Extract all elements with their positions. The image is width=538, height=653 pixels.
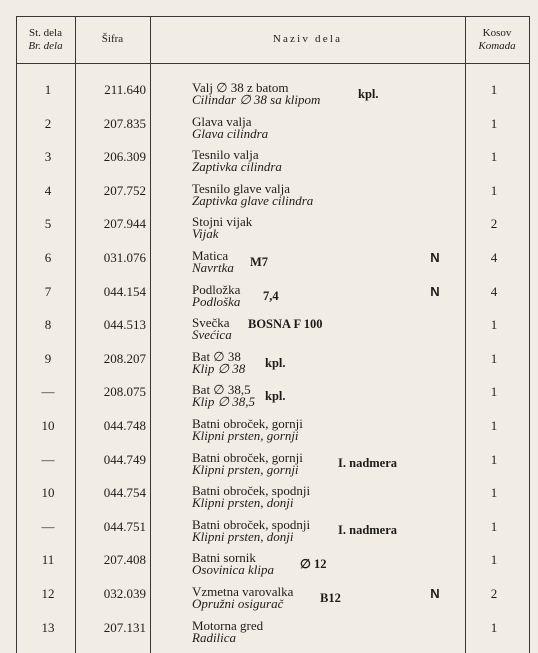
table-row bbox=[0, 113, 538, 147]
part-quantity: 1 bbox=[490, 384, 498, 400]
part-spec: kpl. bbox=[265, 355, 286, 370]
part-spec: 7,4 bbox=[263, 288, 279, 303]
part-name-serbocroatian: Klipni prsten, donji bbox=[192, 528, 294, 544]
table-row bbox=[0, 213, 538, 247]
part-number: — bbox=[41, 451, 55, 467]
part-name-slovene: Batni obroček, spodnji bbox=[192, 483, 311, 499]
part-code: 207.131 bbox=[103, 619, 146, 635]
part-quantity: 1 bbox=[490, 317, 498, 333]
part-number: 10 bbox=[41, 418, 55, 433]
part-name-slovene: Batni sornik bbox=[192, 550, 256, 566]
part-spec: I. nadmera bbox=[338, 455, 398, 470]
part-number: — bbox=[41, 518, 55, 534]
part-name bbox=[192, 485, 310, 509]
part-name bbox=[192, 384, 255, 408]
part-quantity: 1 bbox=[490, 451, 498, 467]
part-name-serbocroatian: Klip ∅ 38 bbox=[192, 360, 246, 376]
part-number: 11 bbox=[41, 552, 55, 568]
part-quantity: 1 bbox=[490, 182, 498, 198]
part-quantity: 1 bbox=[490, 149, 498, 165]
standard-part-mark: N bbox=[430, 283, 440, 299]
part-name bbox=[192, 250, 234, 274]
part-quantity: 1 bbox=[490, 350, 498, 366]
part-name-slovene: Bat ∅ 38 bbox=[192, 348, 241, 364]
header-bottom-rule bbox=[16, 63, 530, 64]
part-spec: I. nadmera bbox=[338, 522, 398, 537]
part-name-slovene: Batni obroček, gornji bbox=[192, 449, 303, 465]
part-name-serbocroatian: Navrtka bbox=[192, 260, 234, 275]
part-name-slovene: Svečka bbox=[192, 315, 230, 331]
part-name bbox=[192, 113, 269, 141]
part-name-serbocroatian: Klipni prsten, gornji bbox=[192, 461, 299, 477]
part-name-slovene: Matica bbox=[192, 248, 229, 263]
part-code: 208.207 bbox=[103, 350, 146, 366]
part-code: 208.075 bbox=[103, 384, 146, 400]
table-row bbox=[0, 348, 538, 382]
part-spec: M7 bbox=[250, 255, 269, 269]
part-number: — bbox=[41, 384, 55, 400]
part-name-serbocroatian: Cilindar ∅ 38 sa klipom bbox=[192, 92, 321, 107]
part-code: 044.748 bbox=[103, 418, 146, 433]
standard-part-mark: N bbox=[430, 586, 440, 601]
part-spec: ∅ 12 bbox=[300, 557, 327, 572]
header-part-number bbox=[16, 16, 75, 63]
part-number: 13 bbox=[41, 619, 55, 635]
part-number: 6 bbox=[44, 250, 52, 265]
part-name-slovene: Glava valja bbox=[192, 113, 252, 129]
header-name bbox=[150, 16, 465, 63]
table-row bbox=[0, 247, 538, 281]
table-row bbox=[0, 79, 538, 113]
part-name-slovene: Tesnilo valja bbox=[192, 147, 259, 163]
part-name bbox=[192, 617, 264, 645]
part-spec: BOSNA F 100 bbox=[248, 317, 323, 332]
table-row bbox=[0, 449, 538, 483]
table-row bbox=[0, 180, 538, 214]
part-code: 044.154 bbox=[103, 283, 146, 299]
header-quantity bbox=[465, 16, 529, 63]
part-name-serbocroatian: Opružni osigurač bbox=[192, 596, 284, 611]
part-name-slovene: Valj ∅ 38 z batom bbox=[192, 80, 289, 95]
part-code: 044.751 bbox=[103, 518, 146, 534]
part-quantity: 1 bbox=[490, 552, 498, 568]
part-code: 207.835 bbox=[103, 115, 146, 131]
table-row bbox=[0, 381, 538, 415]
header-part-number-label-alt: Br. dela bbox=[28, 39, 63, 52]
part-name bbox=[192, 180, 314, 208]
part-name-serbocroatian: Zaptivka cilindra bbox=[192, 159, 282, 175]
part-quantity: 1 bbox=[490, 485, 498, 501]
part-code: 044.754 bbox=[103, 485, 146, 501]
header-part-number-label: St. dela bbox=[29, 26, 62, 39]
part-name bbox=[192, 317, 232, 341]
part-number: 4 bbox=[44, 182, 52, 198]
part-number: 10 bbox=[41, 485, 55, 501]
table-row bbox=[0, 583, 538, 617]
part-name-serbocroatian: Podloška bbox=[192, 293, 241, 309]
part-number: 8 bbox=[44, 317, 52, 333]
part-name-slovene: Vzmetna varovalka bbox=[192, 584, 294, 599]
part-quantity: 2 bbox=[490, 216, 498, 232]
table-row bbox=[0, 549, 538, 583]
part-code: 206.309 bbox=[103, 149, 146, 165]
table-row bbox=[0, 314, 538, 348]
part-name bbox=[192, 418, 303, 442]
table-row bbox=[0, 415, 538, 449]
part-quantity: 2 bbox=[490, 586, 498, 601]
table-row bbox=[0, 146, 538, 180]
part-code: 032.039 bbox=[103, 586, 146, 601]
part-name-serbocroatian: Vijak bbox=[192, 226, 219, 242]
part-name-serbocroatian: Klipni prsten, gornji bbox=[192, 428, 299, 443]
part-name-slovene: Stojni vijak bbox=[192, 214, 253, 230]
table-row bbox=[0, 281, 538, 315]
part-code: 044.513 bbox=[103, 317, 146, 333]
part-quantity: 1 bbox=[490, 418, 498, 433]
part-name-serbocroatian: Klip ∅ 38,5 bbox=[192, 394, 255, 410]
part-number: 5 bbox=[44, 216, 52, 232]
part-name-slovene: Motorna gred bbox=[192, 617, 264, 633]
header-name-label: Naziv dela bbox=[272, 33, 343, 45]
part-code: 211.640 bbox=[104, 82, 146, 97]
part-name-slovene: Bat ∅ 38,5 bbox=[192, 382, 251, 398]
part-name bbox=[192, 348, 246, 376]
table-row bbox=[0, 516, 538, 550]
part-number: 9 bbox=[44, 350, 52, 366]
part-number: 3 bbox=[44, 149, 52, 165]
part-quantity: 1 bbox=[490, 518, 498, 534]
part-name bbox=[192, 82, 320, 106]
part-quantity: 1 bbox=[490, 619, 498, 635]
standard-part-mark: N bbox=[430, 250, 440, 265]
part-code: 207.944 bbox=[103, 216, 146, 232]
part-spec: kpl. bbox=[358, 87, 379, 101]
part-name-serbocroatian: Svećica bbox=[192, 327, 232, 343]
header-code bbox=[75, 16, 150, 63]
part-number: 12 bbox=[41, 586, 55, 601]
header-quantity-label-alt: Komada bbox=[478, 39, 516, 52]
part-name-serbocroatian: Zaptivka glave cilindra bbox=[192, 192, 314, 208]
part-code: 031.076 bbox=[103, 250, 146, 265]
part-name-slovene: Batni obroček, spodnji bbox=[192, 516, 311, 532]
part-name bbox=[192, 516, 311, 544]
part-code: 044.749 bbox=[103, 451, 146, 467]
part-name bbox=[192, 586, 293, 610]
part-name-slovene: Tesnilo glave valja bbox=[192, 180, 291, 196]
part-name bbox=[192, 216, 252, 240]
part-name-slovene: Batni obroček, gornji bbox=[192, 416, 303, 431]
table-row bbox=[0, 482, 538, 516]
part-number: 7 bbox=[44, 283, 52, 299]
table-row bbox=[0, 617, 538, 651]
part-code: 207.752 bbox=[103, 182, 146, 198]
part-name-serbocroatian: Klipni prsten, donji bbox=[192, 495, 294, 511]
part-quantity: 1 bbox=[490, 115, 498, 131]
part-name bbox=[192, 449, 303, 477]
part-name bbox=[192, 552, 274, 576]
part-name-serbocroatian: Osovinica klipa bbox=[192, 562, 274, 578]
part-name bbox=[192, 149, 282, 173]
part-number: 2 bbox=[44, 115, 52, 131]
part-name-serbocroatian: Glava cilindra bbox=[192, 125, 269, 141]
part-quantity: 1 bbox=[490, 82, 498, 97]
part-name-slovene: Podložka bbox=[192, 281, 241, 297]
header-code-label: Šifra bbox=[101, 33, 124, 45]
part-name bbox=[192, 281, 241, 309]
part-spec: B12 bbox=[320, 591, 341, 605]
part-quantity: 4 bbox=[490, 250, 498, 265]
part-code: 207.408 bbox=[103, 552, 146, 568]
part-spec: kpl. bbox=[265, 389, 286, 404]
header-quantity-label: Kosov bbox=[482, 26, 512, 39]
part-number: 1 bbox=[44, 82, 52, 97]
part-name-serbocroatian: Radilica bbox=[192, 629, 237, 645]
part-quantity: 4 bbox=[490, 283, 498, 299]
